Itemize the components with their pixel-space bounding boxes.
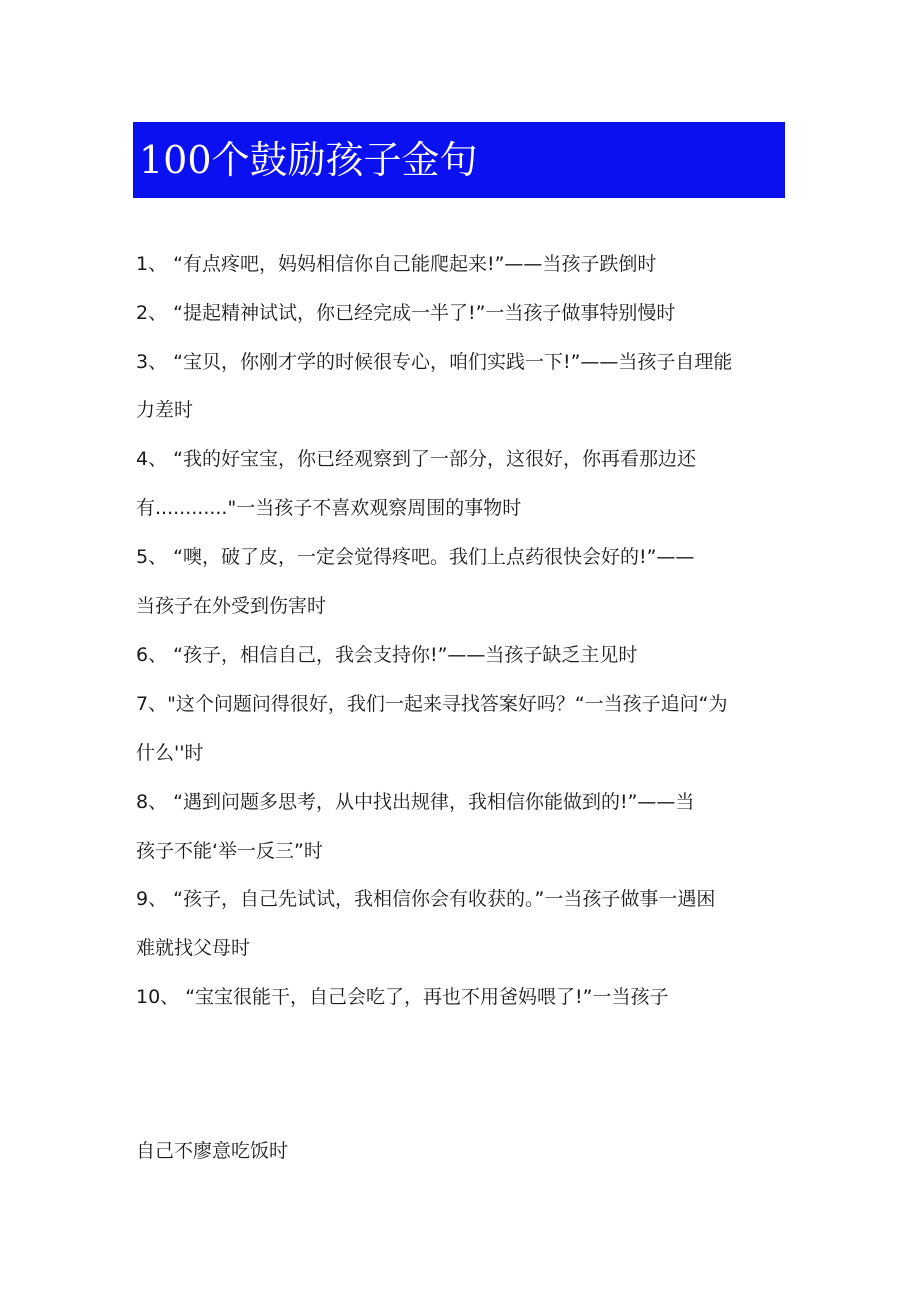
list-item: 5、 “噢，破了皮，一定会觉得疼吧。我们上点药很快会好的!”—— <box>136 546 695 568</box>
list-item: 8、 “遇到问题多思考，从中找出规律，我相信你能做到的!”——当 <box>136 791 695 813</box>
list-item-continuation: 难就找父母时 <box>136 937 251 959</box>
list-item: 7、"这个问题问得很好，我们一起来寻找答案好吗？“一当孩子追问“为 <box>136 693 728 715</box>
page-title: 100个鼓励孩子金句 <box>139 138 478 182</box>
list-item-continuation: 有............"一当孩子不喜欢观察周围的事物时 <box>136 497 522 519</box>
list-item: 10、 “宝宝很能干，自己会吃了，再也不用爸妈喂了!”一当孩子 <box>136 986 669 1008</box>
list-item: 1、 “有点疼吧，妈妈相信你自己能爬起来!”——当孩子跌倒时 <box>136 253 657 275</box>
title-banner <box>133 122 785 198</box>
list-item-continuation: 当孩子在外受到伤害时 <box>136 595 327 617</box>
list-item: 9、 “孩子，自己先试试，我相信你会有收获的。”一当孩子做事一遇困 <box>136 888 716 910</box>
list-item-continuation: 什么''时 <box>136 742 204 764</box>
list-item: 3、 “宝贝，你刚才学的时候很专心，咱们实践一下!”——当孩子自理能 <box>136 351 733 373</box>
list-item-continuation: 力差时 <box>136 399 194 421</box>
list-item: 2、 “提起精神试试，你已经完成一半了!”一当孩子做事特别慢时 <box>136 302 676 324</box>
list-item: 6、 “孩子，相信自己，我会支持你!”——当孩子缺乏主见时 <box>136 644 638 666</box>
list-item: 4、 “我的好宝宝，你已经观察到了一部分，这很好，你再看那边还 <box>136 448 696 470</box>
list-item-continuation: 自己不廖意吃饭时 <box>136 1140 289 1162</box>
list-item-continuation: 孩子不能‘举一反三”时 <box>136 840 323 862</box>
